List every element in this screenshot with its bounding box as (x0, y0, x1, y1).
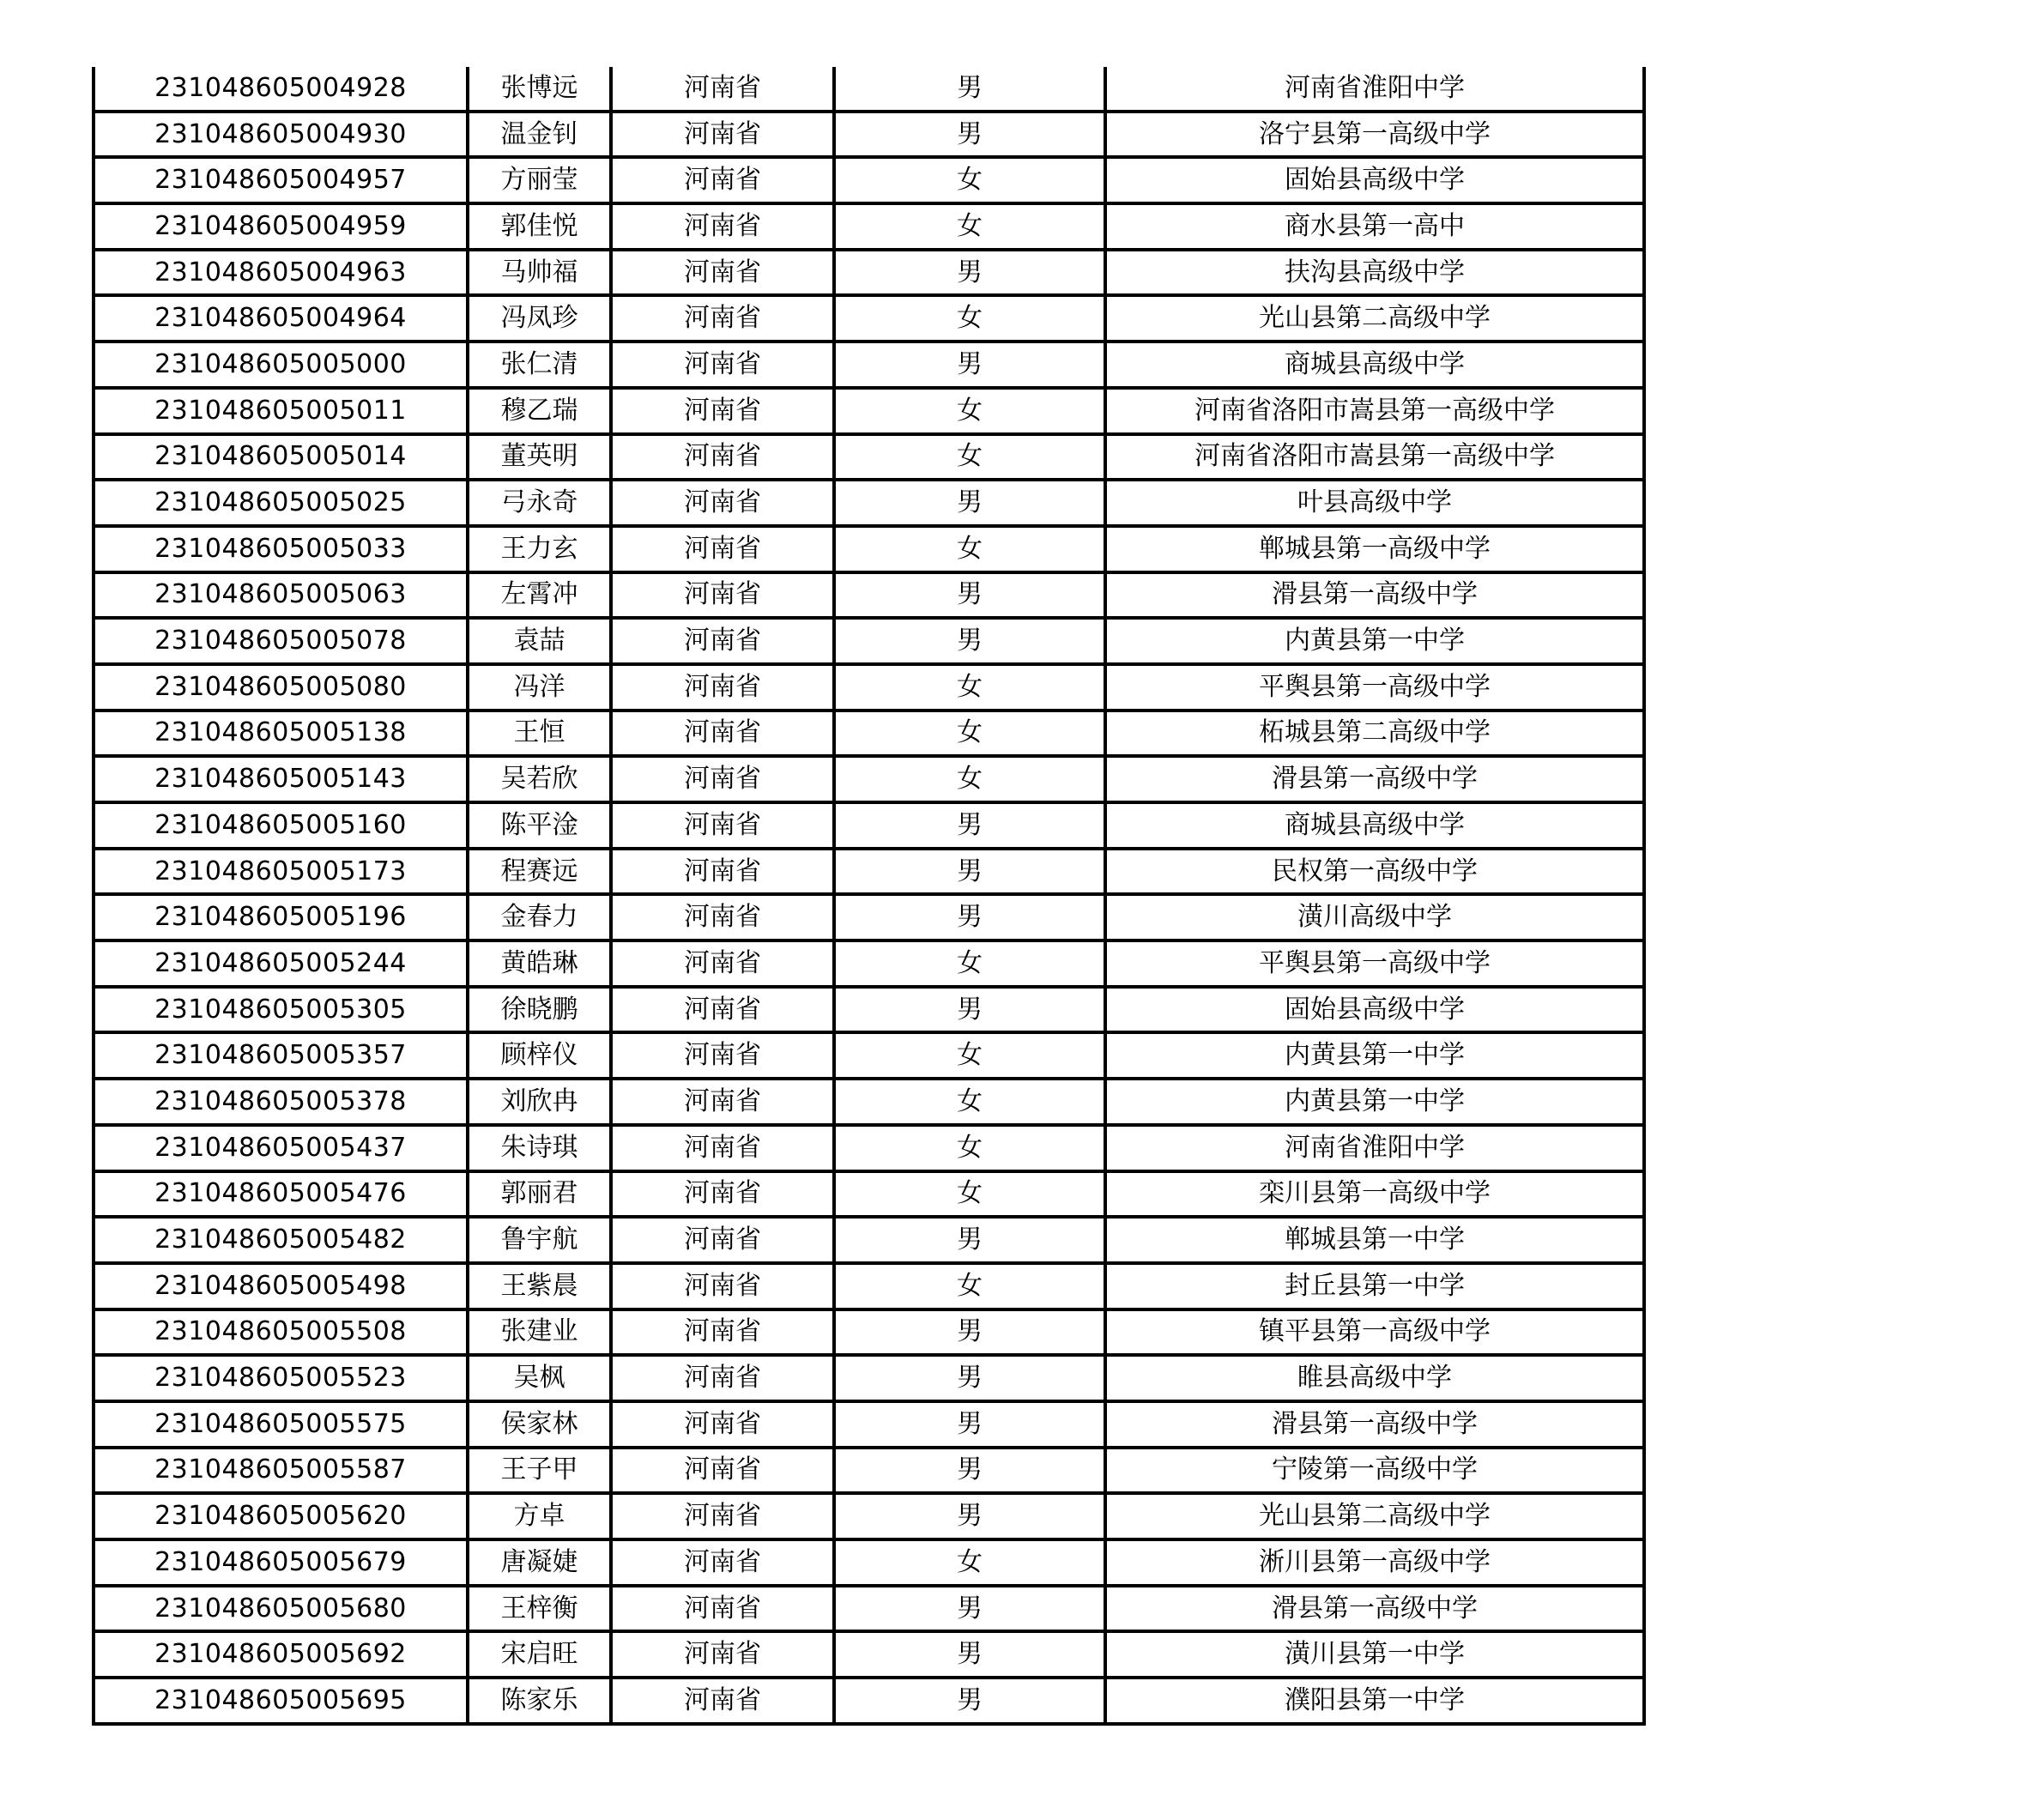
table-row (94, 802, 1644, 849)
student-id-cell: 231048605005523 (94, 1355, 468, 1401)
table-row (94, 1631, 1644, 1678)
school-cell: 内黄县第一中学 (1105, 1079, 1644, 1125)
province-cell: 河南省 (611, 1263, 834, 1309)
school-cell: 滑县第一高级中学 (1105, 572, 1644, 619)
table-row (94, 526, 1644, 572)
student-id-cell: 231048605004964 (94, 295, 468, 342)
school-cell: 河南省淮阳中学 (1105, 1125, 1644, 1171)
gender-cell: 男 (834, 1448, 1105, 1494)
student-name-cell: 马帅福 (468, 250, 611, 296)
student-name-cell: 弓永奇 (468, 480, 611, 526)
student-name-cell: 王子甲 (468, 1448, 611, 1494)
student-id-cell: 231048605005587 (94, 1448, 468, 1494)
student-id-cell: 231048605005025 (94, 480, 468, 526)
gender-cell: 女 (834, 1263, 1105, 1309)
student-id-cell: 231048605005679 (94, 1539, 468, 1586)
gender-cell: 女 (834, 295, 1105, 342)
student-id-cell: 231048605005143 (94, 756, 468, 802)
student-id-cell: 231048605005575 (94, 1401, 468, 1448)
gender-cell: 男 (834, 480, 1105, 526)
school-cell: 滑县第一高级中学 (1105, 1586, 1644, 1632)
student-name-cell: 徐晓鹏 (468, 987, 611, 1033)
student-id-cell: 231048605005063 (94, 572, 468, 619)
province-cell: 河南省 (611, 1539, 834, 1586)
student-name-cell: 宋启旺 (468, 1631, 611, 1678)
table-row (94, 572, 1644, 619)
table-row (94, 388, 1644, 434)
student-name-cell: 袁喆 (468, 618, 611, 664)
province-cell: 河南省 (611, 1125, 834, 1171)
student-id-cell: 231048605005695 (94, 1678, 468, 1724)
student-name-cell: 王紫晨 (468, 1263, 611, 1309)
table-row (94, 756, 1644, 802)
table-row (94, 1401, 1644, 1448)
gender-cell: 女 (834, 434, 1105, 481)
student-name-cell: 郭佳悦 (468, 203, 611, 250)
gender-cell: 女 (834, 526, 1105, 572)
student-id-cell: 231048605005160 (94, 802, 468, 849)
province-cell: 河南省 (611, 1355, 834, 1401)
student-name-cell: 张建业 (468, 1309, 611, 1356)
school-cell: 民权第一高级中学 (1105, 849, 1644, 895)
student-id-cell: 231048605005014 (94, 434, 468, 481)
school-cell: 平舆县第一高级中学 (1105, 664, 1644, 711)
school-cell: 滑县第一高级中学 (1105, 756, 1644, 802)
student-name-cell: 方丽莹 (468, 157, 611, 203)
student-id-cell: 231048605005508 (94, 1309, 468, 1356)
student-id-cell: 231048605004959 (94, 203, 468, 250)
province-cell: 河南省 (611, 1448, 834, 1494)
school-cell: 宁陵第一高级中学 (1105, 1448, 1644, 1494)
student-id-cell: 231048605005476 (94, 1171, 468, 1218)
gender-cell: 女 (834, 1125, 1105, 1171)
student-id-cell: 231048605005620 (94, 1493, 468, 1539)
school-cell: 商城县高级中学 (1105, 342, 1644, 388)
table-row (94, 1586, 1644, 1632)
student-name-cell: 陈平淦 (468, 802, 611, 849)
gender-cell: 女 (834, 388, 1105, 434)
student-name-cell: 方卓 (468, 1493, 611, 1539)
school-cell: 固始县高级中学 (1105, 157, 1644, 203)
gender-cell: 男 (834, 894, 1105, 940)
gender-cell: 男 (834, 849, 1105, 895)
province-cell: 河南省 (611, 157, 834, 203)
school-cell: 栾川县第一高级中学 (1105, 1171, 1644, 1218)
student-name-cell: 左霄冲 (468, 572, 611, 619)
school-cell: 郸城县第一高级中学 (1105, 526, 1644, 572)
student-name-cell: 顾梓仪 (468, 1032, 611, 1079)
table-row (94, 1493, 1644, 1539)
roster-table-body (94, 67, 1644, 1724)
gender-cell: 女 (834, 940, 1105, 987)
student-id-cell: 231048605004963 (94, 250, 468, 296)
province-cell: 河南省 (611, 112, 834, 158)
student-id-cell: 231048605005305 (94, 987, 468, 1033)
province-cell: 河南省 (611, 67, 834, 112)
province-cell: 河南省 (611, 1631, 834, 1678)
province-cell: 河南省 (611, 295, 834, 342)
roster-table (92, 67, 1646, 1726)
student-name-cell: 黄皓琳 (468, 940, 611, 987)
school-cell: 内黄县第一中学 (1105, 618, 1644, 664)
student-name-cell: 冯洋 (468, 664, 611, 711)
school-cell: 滑县第一高级中学 (1105, 1401, 1644, 1448)
student-id-cell: 231048605005078 (94, 618, 468, 664)
school-cell: 淅川县第一高级中学 (1105, 1539, 1644, 1586)
table-row (94, 1355, 1644, 1401)
gender-cell: 男 (834, 342, 1105, 388)
student-name-cell: 王梓衡 (468, 1586, 611, 1632)
province-cell: 河南省 (611, 1217, 834, 1263)
student-id-cell: 231048605004928 (94, 67, 468, 112)
gender-cell: 男 (834, 1678, 1105, 1724)
gender-cell: 女 (834, 1079, 1105, 1125)
gender-cell: 女 (834, 1539, 1105, 1586)
province-cell: 河南省 (611, 434, 834, 481)
school-cell: 潢川高级中学 (1105, 894, 1644, 940)
school-cell: 商城县高级中学 (1105, 802, 1644, 849)
gender-cell: 男 (834, 1493, 1105, 1539)
student-name-cell: 唐凝婕 (468, 1539, 611, 1586)
gender-cell: 男 (834, 802, 1105, 849)
table-row (94, 987, 1644, 1033)
table-row (94, 342, 1644, 388)
student-name-cell: 金春力 (468, 894, 611, 940)
student-name-cell: 鲁宇航 (468, 1217, 611, 1263)
table-row (94, 664, 1644, 711)
school-cell: 睢县高级中学 (1105, 1355, 1644, 1401)
table-row (94, 1309, 1644, 1356)
province-cell: 河南省 (611, 664, 834, 711)
student-id-cell: 231048605005000 (94, 342, 468, 388)
student-id-cell: 231048605005244 (94, 940, 468, 987)
province-cell: 河南省 (611, 342, 834, 388)
student-id-cell: 231048605005011 (94, 388, 468, 434)
school-cell: 柘城县第二高级中学 (1105, 711, 1644, 757)
province-cell: 河南省 (611, 388, 834, 434)
gender-cell: 男 (834, 67, 1105, 112)
province-cell: 河南省 (611, 802, 834, 849)
gender-cell: 女 (834, 711, 1105, 757)
table-row (94, 157, 1644, 203)
gender-cell: 女 (834, 756, 1105, 802)
province-cell: 河南省 (611, 1678, 834, 1724)
school-cell: 郸城县第一中学 (1105, 1217, 1644, 1263)
school-cell: 洛宁县第一高级中学 (1105, 112, 1644, 158)
school-cell: 镇平县第一高级中学 (1105, 1309, 1644, 1356)
student-id-cell: 231048605005080 (94, 664, 468, 711)
student-name-cell: 王恒 (468, 711, 611, 757)
gender-cell: 男 (834, 572, 1105, 619)
student-id-cell: 231048605005680 (94, 1586, 468, 1632)
province-cell: 河南省 (611, 1493, 834, 1539)
table-row (94, 1217, 1644, 1263)
table-row (94, 112, 1644, 158)
province-cell: 河南省 (611, 572, 834, 619)
table-row (94, 1079, 1644, 1125)
gender-cell: 男 (834, 1217, 1105, 1263)
student-id-cell: 231048605005437 (94, 1125, 468, 1171)
student-name-cell: 冯凤珍 (468, 295, 611, 342)
table-row (94, 1263, 1644, 1309)
school-cell: 河南省洛阳市嵩县第一高级中学 (1105, 434, 1644, 481)
student-name-cell: 郭丽君 (468, 1171, 611, 1218)
student-id-cell: 231048605005357 (94, 1032, 468, 1079)
province-cell: 河南省 (611, 1401, 834, 1448)
table-row (94, 480, 1644, 526)
student-name-cell: 董英明 (468, 434, 611, 481)
student-id-cell: 231048605005033 (94, 526, 468, 572)
province-cell: 河南省 (611, 1309, 834, 1356)
student-id-cell: 231048605005482 (94, 1217, 468, 1263)
table-row (94, 203, 1644, 250)
province-cell: 河南省 (611, 894, 834, 940)
school-cell: 平舆县第一高级中学 (1105, 940, 1644, 987)
table-row (94, 618, 1644, 664)
table-row (94, 434, 1644, 481)
student-name-cell: 朱诗琪 (468, 1125, 611, 1171)
table-row (94, 67, 1644, 112)
province-cell: 河南省 (611, 250, 834, 296)
student-id-cell: 231048605005692 (94, 1631, 468, 1678)
province-cell: 河南省 (611, 618, 834, 664)
table-row (94, 849, 1644, 895)
school-cell: 商水县第一高中 (1105, 203, 1644, 250)
gender-cell: 男 (834, 112, 1105, 158)
province-cell: 河南省 (611, 1171, 834, 1218)
gender-cell: 男 (834, 1401, 1105, 1448)
school-cell: 扶沟县高级中学 (1105, 250, 1644, 296)
province-cell: 河南省 (611, 1079, 834, 1125)
table-row (94, 711, 1644, 757)
province-cell: 河南省 (611, 1586, 834, 1632)
gender-cell: 女 (834, 203, 1105, 250)
student-id-cell: 231048605004957 (94, 157, 468, 203)
school-cell: 河南省淮阳中学 (1105, 67, 1644, 112)
school-cell: 光山县第二高级中学 (1105, 295, 1644, 342)
school-cell: 封丘县第一中学 (1105, 1263, 1644, 1309)
student-name-cell: 温金钊 (468, 112, 611, 158)
student-id-cell: 231048605005498 (94, 1263, 468, 1309)
gender-cell: 男 (834, 1309, 1105, 1356)
province-cell: 河南省 (611, 849, 834, 895)
gender-cell: 男 (834, 1586, 1105, 1632)
student-id-cell: 231048605004930 (94, 112, 468, 158)
school-cell: 河南省洛阳市嵩县第一高级中学 (1105, 388, 1644, 434)
school-cell: 内黄县第一中学 (1105, 1032, 1644, 1079)
student-name-cell: 刘欣冉 (468, 1079, 611, 1125)
school-cell: 潢川县第一中学 (1105, 1631, 1644, 1678)
gender-cell: 男 (834, 250, 1105, 296)
student-name-cell: 侯家林 (468, 1401, 611, 1448)
gender-cell: 女 (834, 157, 1105, 203)
student-name-cell: 张仁清 (468, 342, 611, 388)
province-cell: 河南省 (611, 203, 834, 250)
student-name-cell: 吴枫 (468, 1355, 611, 1401)
table-row (94, 250, 1644, 296)
province-cell: 河南省 (611, 987, 834, 1033)
province-cell: 河南省 (611, 940, 834, 987)
gender-cell: 女 (834, 1171, 1105, 1218)
school-cell: 固始县高级中学 (1105, 987, 1644, 1033)
table-row (94, 1539, 1644, 1586)
province-cell: 河南省 (611, 526, 834, 572)
gender-cell: 女 (834, 664, 1105, 711)
student-name-cell: 穆乙瑞 (468, 388, 611, 434)
province-cell: 河南省 (611, 1032, 834, 1079)
table-row (94, 1448, 1644, 1494)
student-name-cell: 吴若欣 (468, 756, 611, 802)
province-cell: 河南省 (611, 756, 834, 802)
student-id-cell: 231048605005173 (94, 849, 468, 895)
table-row (94, 1032, 1644, 1079)
school-cell: 叶县高级中学 (1105, 480, 1644, 526)
province-cell: 河南省 (611, 711, 834, 757)
student-name-cell: 陈家乐 (468, 1678, 611, 1724)
gender-cell: 女 (834, 1032, 1105, 1079)
student-id-cell: 231048605005378 (94, 1079, 468, 1125)
gender-cell: 男 (834, 1631, 1105, 1678)
student-name-cell: 王力玄 (468, 526, 611, 572)
student-id-cell: 231048605005138 (94, 711, 468, 757)
table-row (94, 1171, 1644, 1218)
school-cell: 濮阳县第一中学 (1105, 1678, 1644, 1724)
school-cell: 光山县第二高级中学 (1105, 1493, 1644, 1539)
gender-cell: 男 (834, 987, 1105, 1033)
table-row (94, 940, 1644, 987)
student-id-cell: 231048605005196 (94, 894, 468, 940)
table-row (94, 1125, 1644, 1171)
student-name-cell: 张博远 (468, 67, 611, 112)
province-cell: 河南省 (611, 480, 834, 526)
table-row (94, 295, 1644, 342)
table-row (94, 1678, 1644, 1724)
gender-cell: 男 (834, 618, 1105, 664)
table-row (94, 894, 1644, 940)
student-name-cell: 程赛远 (468, 849, 611, 895)
gender-cell: 男 (834, 1355, 1105, 1401)
